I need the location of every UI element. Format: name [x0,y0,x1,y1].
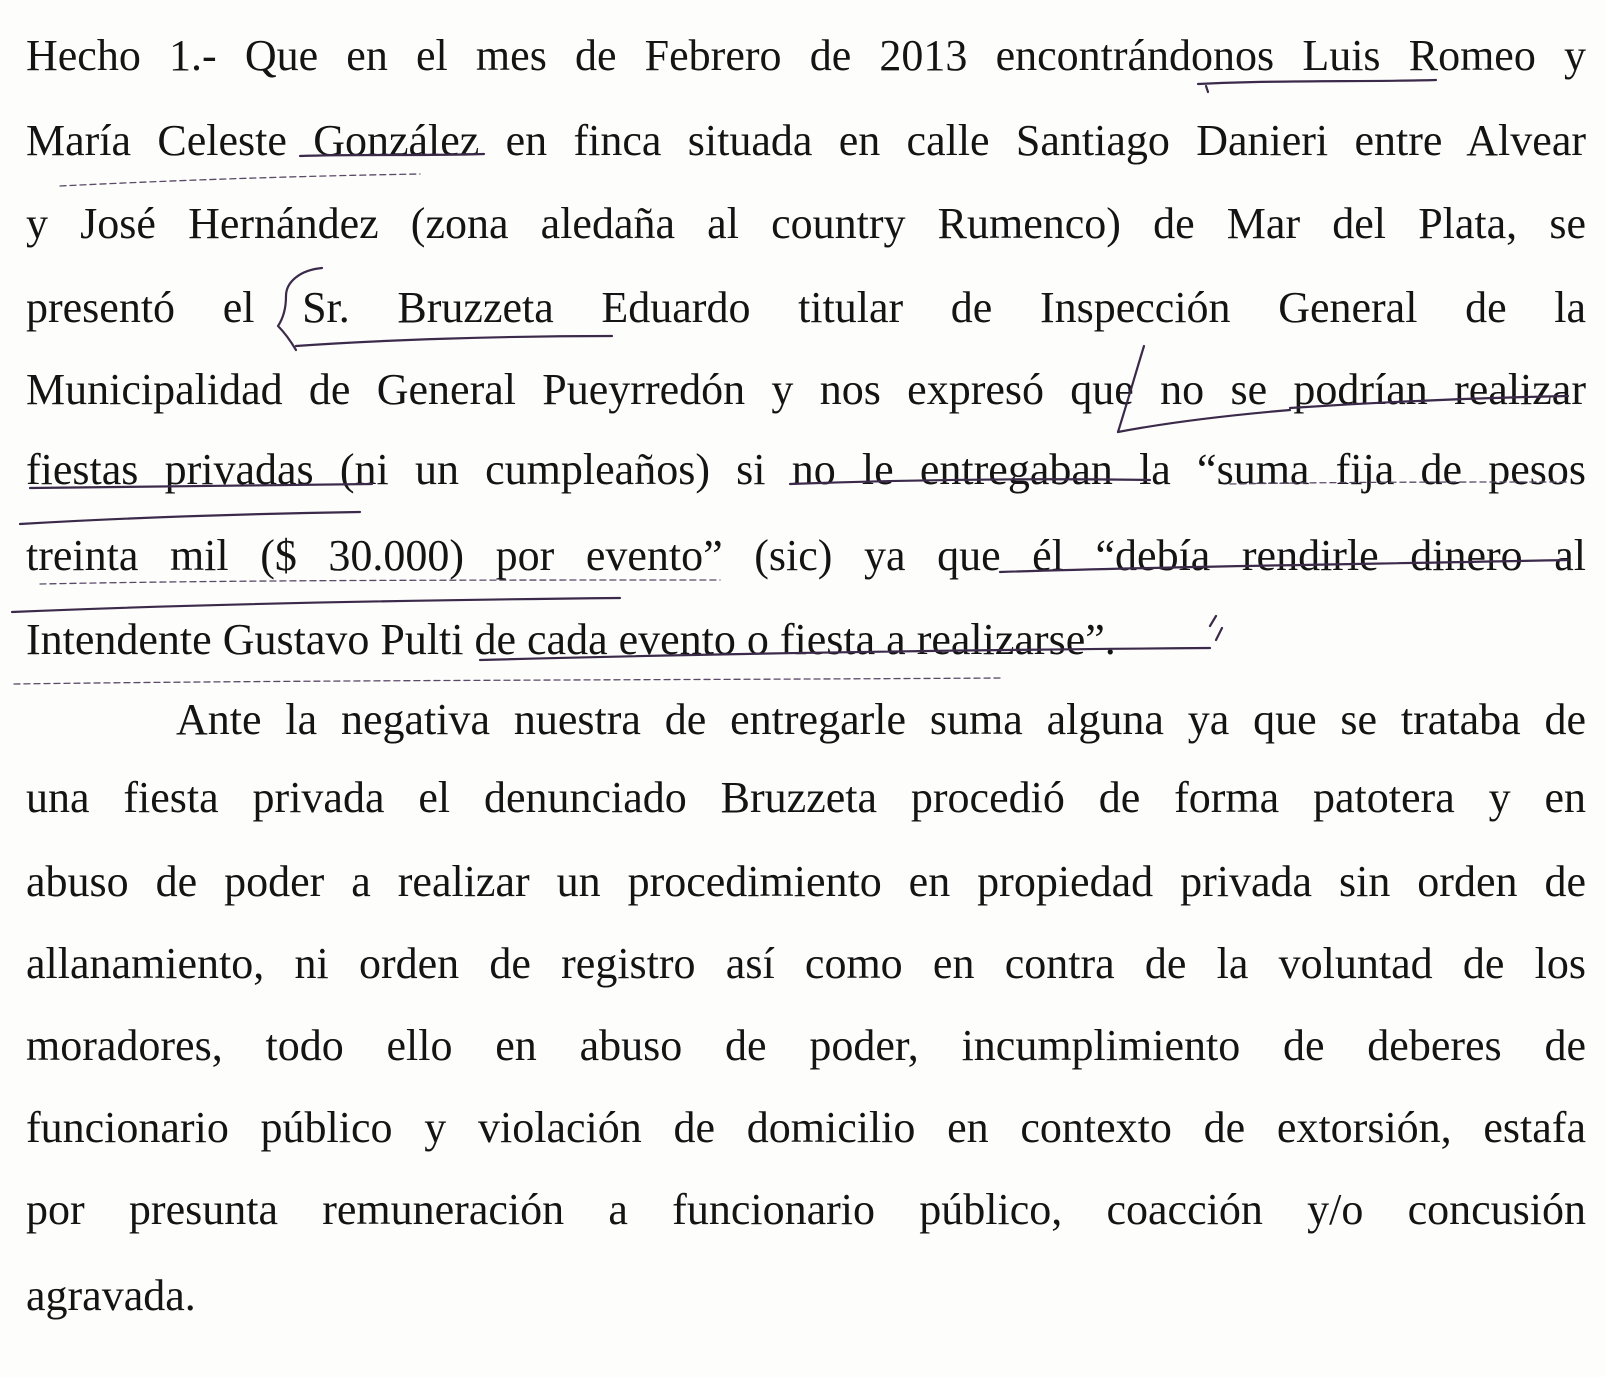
faint-underline-line-8 [14,678,1000,684]
faint-stroke-line-6 [20,512,360,524]
paragraph-2-line-1: Ante la negativa nuestra de entregarle suma alguna ya que se trataba de [176,695,1586,744]
paragraph-1-line-3: y José Hernández (zona aledaña al country Rumenco) de Mar del Plata, se [26,199,1586,248]
paragraph-1-line-4: presentó el Sr. Bruzzeta Eduardo titular de Inspección General de la [26,283,1586,332]
paragraph-2-line-3: abuso de poder a realizar un procedimiento en propiedad privada sin orden de [26,857,1586,906]
paragraph-2-line-2: una fiesta privada el denunciado Bruzzeta procedió de forma patotera y en [26,773,1586,822]
ink-dot [1206,86,1208,92]
paragraph-2-line-6: funcionario público y violación de domicilio en contexto de extorsión, estafa [26,1103,1586,1152]
paragraph-2-line-5: moradores, todo ello en abuso de poder, incumplimiento de deberes de [26,1021,1586,1070]
paragraph-1-line-8: Intendente Gustavo Pulti de cada evento o fiesta a realizarse”. [26,615,1116,664]
underline-bruzzeta [296,336,612,346]
paragraph-1-line-1: Hecho 1.- Que en el mes de Febrero de 2013 encontrándonos Luis Romeo y [26,31,1586,80]
paragraph-1-line-2: María Celeste González en finca situada en calle Santiago Danieri entre Alvear [26,116,1586,165]
paragraph-2-line-7: por presunta remuneración a funcionario público, coacción y/o concusión [26,1185,1586,1234]
paragraph-2-line-8: agravada. [26,1271,196,1320]
paragraph-1-line-6: fiestas privadas (ni un cumpleaños) si no le entregaban la “suma fija de pesos [26,445,1586,494]
paragraph-1-line-5: Municipalidad de General Pueyrredón y nos expresó que no se podrían realizar [26,365,1586,414]
paragraph-1-line-7: treinta mil ($ 30.000) por evento” (sic) ya que él “debía rendirle dinero al [26,531,1586,580]
faint-underline-maria-celeste [60,174,420,186]
paragraph-2-line-4: allanamiento, ni orden de registro así como en contra de la voluntad de los [26,939,1586,988]
underline-start-line-8 [12,598,620,612]
